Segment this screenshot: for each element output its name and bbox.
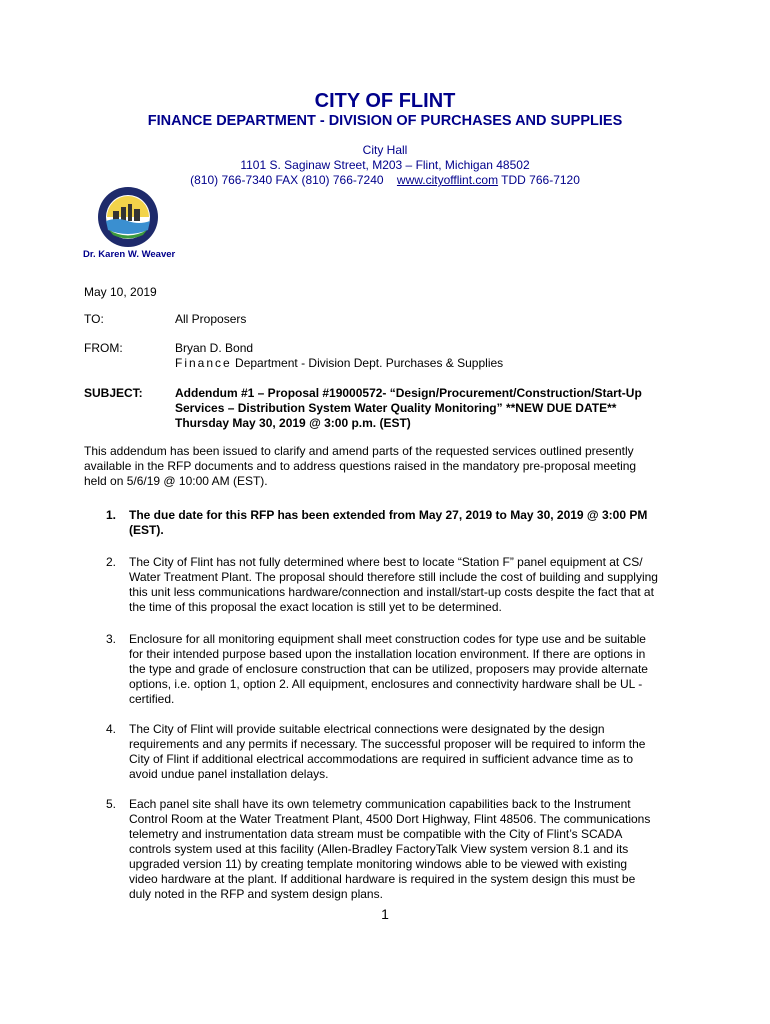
phone-fax-text: (810) 766-7340 FAX (810) 766-7240: [190, 173, 384, 187]
list-item-text: [129, 797, 694, 902]
list-item-number: 3.: [106, 632, 117, 646]
list-item-line: Each panel site shall have its own telemetry communication capabilities back to the Instrument: [129, 797, 631, 811]
from-label: FROM:: [84, 341, 123, 355]
from-name: Bryan D. Bond: [175, 341, 254, 355]
subject-label: SUBJECT:: [84, 386, 143, 400]
list-item-line: City of Flint if additional electrical accommodations are required in sufficient advance time as to: [129, 752, 634, 766]
website-link[interactable]: www.cityofflint.com: [396, 173, 499, 187]
tdd-text: TDD 766-7120: [498, 173, 580, 187]
subject-line-2: Services – Distribution System Water Quality Monitoring” **NEW DUE DATE**: [175, 401, 617, 415]
page-title: CITY OF FLINT: [314, 90, 456, 112]
subject-line-1: Addendum #1 – Proposal #19000572- “Design/Procurement/Construction/Start-Up: [175, 386, 642, 400]
city-seal-logo: [97, 186, 159, 248]
list-item-line: this unit less communications hardware/connection and install/start-up costs despite the fact that at: [129, 585, 654, 599]
list-item-line: video hardware at the plant. If additional hardware is required in the system design this must be: [129, 872, 636, 886]
intro-line: held on 5/6/19 @ 10:00 AM (EST).: [84, 474, 268, 488]
list-item-line: upgraded version 11) by creating template monitoring windows able to be viewed with existing: [129, 857, 628, 871]
memo-date: May 10, 2019: [84, 285, 157, 299]
mayor-name: Dr. Karen W. Weaver: [83, 249, 176, 260]
list-item-line: The due date for this RFP has been extended from May 27, 2019 to May 30, 2019 @ 3:00 PM: [129, 508, 648, 522]
list-item-line: The City of Flint has not fully determined where best to locate “Station F” panel equipment at CS/: [129, 555, 643, 569]
list-item-line: options, i.e. option 1, option 2. All equipment, enclosures and connectivity hardware shall be UL -: [129, 677, 643, 691]
list-item-line: the type and grade of enclosure construction that can be utilized, proposers may provide alternate: [129, 662, 648, 676]
list-item-text: [129, 555, 694, 615]
list-item-text: [129, 722, 694, 782]
contact-line: [0, 173, 770, 187]
address-line-2: 1101 S. Saginaw Street, M203 – Flint, Michigan 48502: [240, 158, 530, 172]
intro-line: This addendum has been issued to clarify and amend parts of the requested services outlined presently: [84, 444, 634, 458]
list-item-text: [129, 632, 694, 707]
list-item-text: [129, 508, 694, 538]
list-item-number: 2.: [106, 555, 117, 569]
from-dept-rest: Department - Division Dept. Purchases & Supplies: [231, 356, 504, 370]
list-item-line: Enclosure for all monitoring equipment shall meet construction codes for type use and be suitable: [129, 632, 646, 646]
page-number: 1: [381, 906, 389, 922]
intro-paragraph: [84, 444, 694, 489]
list-item-line: requirements and any permits if necessary. The successful proposer will be required to inform the: [129, 737, 646, 751]
list-item-line: controls system used at this facility (Allen-Bradley FactoryTalk View system version 8.1 and its: [129, 842, 629, 856]
from-dept-spaced: Finance: [175, 356, 232, 370]
list-item-line: The City of Flint will provide suitable electrical connections were designated by the design: [129, 722, 605, 736]
address-line-1: City Hall: [362, 143, 408, 157]
department-subtitle: FINANCE DEPARTMENT - DIVISION OF PURCHASES AND SUPPLIES: [147, 113, 623, 129]
list-item-line: certified.: [129, 692, 175, 706]
list-item-line: duly noted in the RFP and system design plans.: [129, 887, 383, 901]
list-item-line: for their intended purpose based upon the installation location environment. If there are options in: [129, 647, 646, 661]
subject-line-3: Thursday May 30, 2019 @ 3:00 p.m. (EST): [175, 416, 411, 430]
list-item-line: the time of this proposal the exact location is still yet to be determined.: [129, 600, 502, 614]
list-item-line: Control Room at the Water Treatment Plant, 4500 Dort Highway, Flint 48506. The communications: [129, 812, 651, 826]
list-item-number: 5.: [106, 797, 117, 811]
list-item-line: (EST).: [129, 523, 164, 537]
list-item-line: avoid undue panel installation delays.: [129, 767, 329, 781]
list-item-line: telemetry and instrumentation data stream must be compatible with the City of Flint’s SCADA: [129, 827, 623, 841]
list-item-number: 1.: [106, 508, 117, 522]
to-label: TO:: [84, 312, 104, 326]
from-department: [175, 356, 503, 371]
list-item-number: 4.: [106, 722, 117, 736]
to-value: All Proposers: [175, 312, 247, 326]
list-item-line: Water Treatment Plant. The proposal should therefore still include the cost of building and supplying: [129, 570, 658, 584]
intro-line: available in the RFP documents and to address questions raised in the mandatory pre-proposal meeting: [84, 459, 637, 473]
